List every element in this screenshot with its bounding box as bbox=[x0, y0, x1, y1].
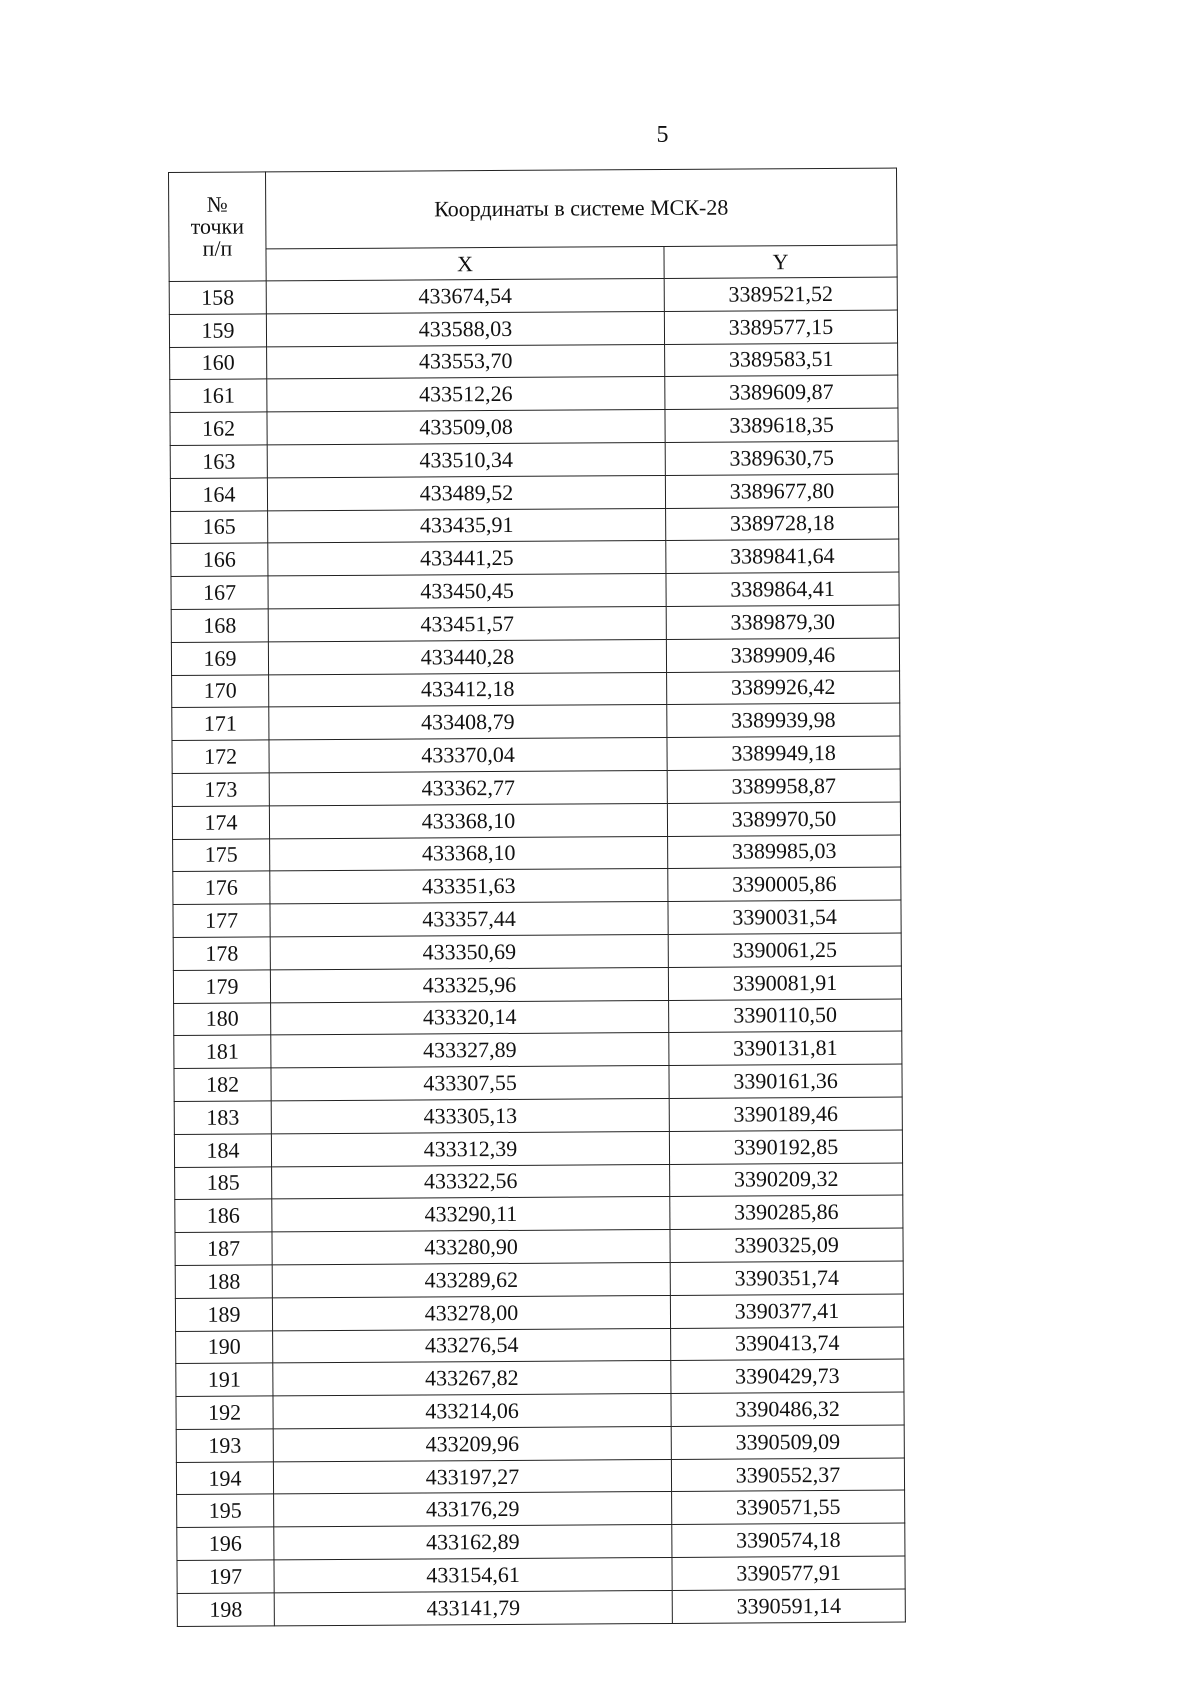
y-coordinate-cell: 3389841,64 bbox=[666, 539, 899, 573]
y-coordinate-cell: 3390161,36 bbox=[669, 1064, 902, 1098]
x-coordinate-cell: 433368,10 bbox=[270, 836, 668, 871]
table-row bbox=[174, 1130, 902, 1167]
point-number-cell: 193 bbox=[176, 1429, 273, 1462]
table-row bbox=[177, 1589, 905, 1626]
point-number-cell: 192 bbox=[176, 1396, 273, 1429]
coordinate-system-header: Координаты в системе МСК-28 bbox=[266, 168, 897, 249]
y-coordinate-cell: 3389583,51 bbox=[665, 343, 898, 377]
table-body bbox=[169, 277, 905, 1626]
table-row bbox=[175, 1228, 903, 1265]
y-column-header: Y bbox=[664, 245, 897, 278]
point-number-cell: 166 bbox=[171, 543, 268, 576]
y-coordinate-cell: 3389577,15 bbox=[664, 310, 897, 344]
table-row bbox=[172, 671, 900, 708]
point-number-cell: 169 bbox=[171, 642, 268, 675]
y-coordinate-cell: 3389609,87 bbox=[665, 375, 898, 409]
y-coordinate-cell: 3389618,35 bbox=[665, 408, 898, 442]
y-coordinate-cell: 3390552,37 bbox=[671, 1458, 904, 1492]
point-number-header bbox=[169, 172, 267, 282]
y-coordinate-cell: 3389949,18 bbox=[667, 736, 900, 770]
y-coordinate-cell: 3390577,91 bbox=[672, 1556, 905, 1590]
y-coordinate-cell: 3390061,25 bbox=[668, 933, 901, 967]
y-coordinate-cell: 3389939,98 bbox=[667, 703, 900, 737]
y-coordinate-cell: 3389677,80 bbox=[665, 474, 898, 508]
table-row bbox=[174, 1031, 902, 1068]
x-coordinate-cell: 433267,82 bbox=[273, 1361, 671, 1396]
table-row bbox=[170, 408, 898, 445]
x-coordinate-cell: 433209,96 bbox=[273, 1426, 671, 1461]
x-coordinate-cell: 433553,70 bbox=[267, 344, 665, 379]
point-number-cell: 197 bbox=[177, 1560, 274, 1593]
y-coordinate-cell: 3390081,91 bbox=[668, 966, 901, 1000]
point-number-cell: 185 bbox=[175, 1166, 272, 1199]
table-row bbox=[176, 1458, 904, 1495]
point-number-cell: 172 bbox=[172, 740, 269, 773]
point-number-cell: 176 bbox=[173, 871, 270, 904]
point-number-cell: 174 bbox=[172, 806, 269, 839]
table-row bbox=[175, 1163, 903, 1200]
table-row bbox=[172, 769, 900, 806]
point-number-cell: 177 bbox=[173, 904, 270, 937]
table-row bbox=[177, 1556, 905, 1593]
y-coordinate-cell: 3390509,09 bbox=[671, 1425, 904, 1459]
x-coordinate-cell: 433312,39 bbox=[271, 1131, 669, 1166]
table-row bbox=[175, 1261, 903, 1298]
point-number-cell: 170 bbox=[172, 674, 269, 707]
y-coordinate-cell: 3390351,74 bbox=[670, 1261, 903, 1295]
y-coordinate-cell: 3389879,30 bbox=[666, 605, 899, 639]
x-coordinate-cell: 433588,03 bbox=[266, 311, 664, 346]
x-coordinate-cell: 433440,28 bbox=[268, 639, 666, 674]
table-row bbox=[171, 539, 899, 576]
y-coordinate-cell: 3390486,32 bbox=[671, 1392, 904, 1426]
x-coordinate-cell: 433412,18 bbox=[269, 672, 667, 707]
table-row bbox=[173, 867, 901, 904]
x-coordinate-cell: 433320,14 bbox=[271, 1000, 669, 1035]
point-number-cell: 188 bbox=[175, 1265, 272, 1298]
y-coordinate-cell: 3389926,42 bbox=[667, 671, 900, 705]
y-coordinate-cell: 3390325,09 bbox=[670, 1228, 903, 1262]
x-coordinate-cell: 433674,54 bbox=[266, 278, 664, 313]
table-row bbox=[171, 507, 899, 544]
number-sign-label: № bbox=[206, 191, 228, 217]
x-coordinate-cell: 433276,54 bbox=[273, 1328, 671, 1363]
point-number-cell: 189 bbox=[175, 1298, 272, 1331]
y-coordinate-cell: 3390131,81 bbox=[669, 1031, 902, 1065]
x-coordinate-cell: 433510,34 bbox=[267, 442, 665, 477]
coordinates-table bbox=[168, 168, 906, 1627]
table-row bbox=[171, 638, 899, 675]
x-coordinate-cell: 433154,61 bbox=[274, 1558, 672, 1593]
table-row bbox=[176, 1327, 904, 1364]
y-coordinate-cell: 3390574,18 bbox=[672, 1523, 905, 1557]
table-row bbox=[176, 1392, 904, 1429]
x-coordinate-cell: 433289,62 bbox=[272, 1262, 670, 1297]
point-number-cell: 159 bbox=[169, 314, 266, 347]
point-number-cell: 165 bbox=[171, 510, 268, 543]
table-row bbox=[173, 966, 901, 1003]
point-number-cell: 198 bbox=[177, 1593, 274, 1626]
point-number-cell: 168 bbox=[171, 609, 268, 642]
table-row bbox=[170, 375, 898, 412]
table-row bbox=[175, 1294, 903, 1331]
x-coordinate-cell: 433362,77 bbox=[269, 770, 667, 805]
point-number-cell: 167 bbox=[171, 576, 268, 609]
point-number-cell: 195 bbox=[177, 1494, 274, 1527]
y-coordinate-cell: 3389958,87 bbox=[667, 769, 900, 803]
point-number-cell: 160 bbox=[170, 346, 267, 379]
y-coordinate-cell: 3390192,85 bbox=[669, 1130, 902, 1164]
y-coordinate-cell: 3390429,73 bbox=[671, 1359, 904, 1393]
x-coordinate-cell: 433489,52 bbox=[267, 475, 665, 510]
y-coordinate-cell: 3390110,50 bbox=[669, 999, 902, 1033]
sequence-label: п/п bbox=[202, 235, 233, 261]
table-row bbox=[172, 703, 900, 740]
table-row bbox=[172, 736, 900, 773]
table-row bbox=[170, 343, 898, 380]
table-row bbox=[174, 999, 902, 1036]
y-coordinate-cell: 3389864,41 bbox=[666, 572, 899, 606]
table-row bbox=[169, 277, 897, 314]
x-coordinate-cell: 433435,91 bbox=[268, 508, 666, 543]
point-number-cell: 179 bbox=[173, 970, 270, 1003]
point-number-cell: 191 bbox=[176, 1363, 273, 1396]
table-row bbox=[170, 441, 898, 478]
y-coordinate-cell: 3390591,14 bbox=[672, 1589, 905, 1623]
table-row bbox=[172, 802, 900, 839]
y-coordinate-cell: 3390209,32 bbox=[670, 1163, 903, 1197]
x-coordinate-cell: 433280,90 bbox=[272, 1230, 670, 1265]
y-coordinate-cell: 3390189,46 bbox=[669, 1097, 902, 1131]
x-coordinate-cell: 433450,45 bbox=[268, 574, 666, 609]
point-number-cell: 163 bbox=[170, 445, 267, 478]
table-row bbox=[169, 310, 897, 347]
y-coordinate-cell: 3390031,54 bbox=[668, 900, 901, 934]
x-coordinate-cell: 433512,26 bbox=[267, 377, 665, 412]
y-coordinate-cell: 3389985,03 bbox=[668, 835, 901, 869]
point-number-cell: 162 bbox=[170, 412, 267, 445]
point-number-cell: 182 bbox=[174, 1068, 271, 1101]
point-number-cell: 178 bbox=[173, 937, 270, 970]
point-number-cell: 164 bbox=[170, 478, 267, 511]
y-coordinate-cell: 3389909,46 bbox=[666, 638, 899, 672]
table-row bbox=[170, 474, 898, 511]
point-number-cell: 186 bbox=[175, 1199, 272, 1232]
point-number-cell: 161 bbox=[170, 379, 267, 412]
table-row bbox=[171, 605, 899, 642]
y-coordinate-cell: 3390571,55 bbox=[672, 1491, 905, 1525]
y-coordinate-cell: 3389970,50 bbox=[667, 802, 900, 836]
x-coordinate-cell: 433214,06 bbox=[273, 1394, 671, 1429]
x-coordinate-cell: 433162,89 bbox=[274, 1525, 672, 1560]
x-coordinate-cell: 433451,57 bbox=[268, 606, 666, 641]
y-coordinate-cell: 3389521,52 bbox=[664, 277, 897, 311]
x-coordinate-cell: 433307,55 bbox=[271, 1066, 669, 1101]
point-number-cell: 171 bbox=[172, 707, 269, 740]
x-coordinate-cell: 433141,79 bbox=[274, 1590, 672, 1625]
table-row bbox=[174, 1064, 902, 1101]
point-number-cell: 173 bbox=[172, 773, 269, 806]
x-coordinate-cell: 433325,96 bbox=[270, 967, 668, 1002]
table-row bbox=[176, 1425, 904, 1462]
table-row bbox=[171, 572, 899, 609]
y-coordinate-cell: 3390377,41 bbox=[670, 1294, 903, 1328]
y-coordinate-cell: 3389630,75 bbox=[665, 441, 898, 475]
table-row bbox=[177, 1523, 905, 1560]
point-number-cell: 180 bbox=[174, 1002, 271, 1035]
x-coordinate-cell: 433305,13 bbox=[271, 1098, 669, 1133]
x-coordinate-cell: 433509,08 bbox=[267, 410, 665, 445]
x-coordinate-cell: 433278,00 bbox=[272, 1295, 670, 1330]
x-coordinate-cell: 433327,89 bbox=[271, 1033, 669, 1068]
x-coordinate-cell: 433176,29 bbox=[274, 1492, 672, 1527]
point-number-cell: 196 bbox=[177, 1527, 274, 1560]
x-coordinate-cell: 433357,44 bbox=[270, 902, 668, 937]
x-coordinate-cell: 433290,11 bbox=[272, 1197, 670, 1232]
table-row bbox=[173, 900, 901, 937]
x-column-header: X bbox=[266, 247, 664, 281]
table-row bbox=[174, 1097, 902, 1134]
table-row bbox=[173, 835, 901, 872]
point-number-cell: 184 bbox=[174, 1134, 271, 1167]
x-coordinate-cell: 433441,25 bbox=[268, 541, 666, 576]
y-coordinate-cell: 3390413,74 bbox=[671, 1327, 904, 1361]
point-number-cell: 194 bbox=[176, 1462, 273, 1495]
x-coordinate-cell: 433351,63 bbox=[270, 869, 668, 904]
table-row bbox=[177, 1491, 905, 1528]
x-coordinate-cell: 433408,79 bbox=[269, 705, 667, 740]
x-coordinate-cell: 433370,04 bbox=[269, 738, 667, 773]
point-number-cell: 158 bbox=[169, 281, 266, 314]
table-row bbox=[176, 1359, 904, 1396]
page-number: 5 bbox=[656, 122, 669, 148]
point-number-cell: 181 bbox=[174, 1035, 271, 1068]
table-header bbox=[169, 168, 898, 281]
x-coordinate-cell: 433350,69 bbox=[270, 934, 668, 969]
x-coordinate-cell: 433322,56 bbox=[272, 1164, 670, 1199]
x-coordinate-cell: 433368,10 bbox=[269, 803, 667, 838]
point-number-cell: 187 bbox=[175, 1232, 272, 1265]
point-number-cell: 175 bbox=[173, 838, 270, 871]
y-coordinate-cell: 3390285,86 bbox=[670, 1195, 903, 1229]
y-coordinate-cell: 3390005,86 bbox=[668, 867, 901, 901]
point-number-cell: 183 bbox=[174, 1101, 271, 1134]
point-number-cell: 190 bbox=[176, 1330, 273, 1363]
point-label: точки bbox=[190, 213, 245, 239]
table-row bbox=[175, 1195, 903, 1232]
y-coordinate-cell: 3389728,18 bbox=[666, 507, 899, 541]
x-coordinate-cell: 433197,27 bbox=[273, 1459, 671, 1494]
table-row bbox=[173, 933, 901, 970]
